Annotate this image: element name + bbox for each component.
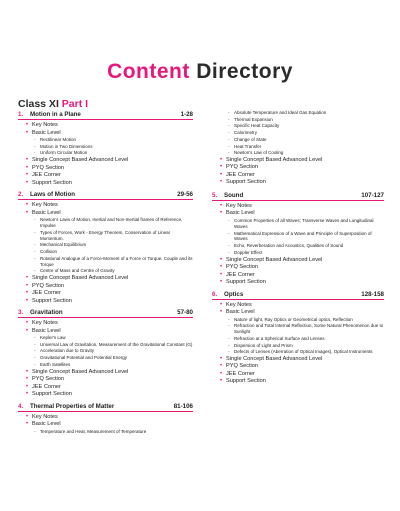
chapter-item bbox=[32, 130, 193, 157]
subtopic-item: - Rectilinear Motion bbox=[40, 137, 193, 143]
item-label: Key Notes bbox=[226, 202, 252, 209]
subtopic-list bbox=[226, 218, 384, 256]
subtopic-list bbox=[32, 335, 193, 368]
subtopic-item: - Nature of light, Ray Optics or Geometrical optics, Reflection bbox=[234, 317, 384, 323]
chapter-items bbox=[18, 414, 193, 435]
subtopic-item: - Heat Transfer bbox=[234, 144, 384, 150]
item-label: PYQ Section bbox=[32, 376, 65, 383]
chapter-items bbox=[212, 302, 384, 386]
chapter-item bbox=[32, 414, 193, 422]
chapter-item bbox=[32, 275, 193, 283]
chapter-item bbox=[226, 203, 384, 211]
chapter-items bbox=[18, 320, 193, 399]
item-label: JEE Corner bbox=[32, 290, 61, 297]
subtopic-item: - Common Properties of all Waves; Transverse Waves and Longitudinal Waves bbox=[234, 218, 384, 230]
chapter-item bbox=[32, 283, 193, 291]
chapter-number: 4. bbox=[18, 402, 24, 410]
subtopic-item: - Centre of Mass and Centre of Gravity bbox=[40, 268, 193, 274]
item-label: Single Concept Based Advanced Level bbox=[32, 275, 129, 282]
subtopic-item: - Refraction at a Spherical Surface and Lenses bbox=[234, 336, 384, 342]
chapter-item bbox=[226, 172, 384, 180]
chapter-pages: 1-28 bbox=[180, 111, 193, 118]
class-heading-part-1: Class XI bbox=[18, 98, 59, 110]
subtopic-item: - Universal Law of Gravitation, Measurement of the Gravitational Constant (G) bbox=[40, 342, 193, 348]
chapter-item bbox=[32, 157, 193, 165]
chapter-item bbox=[32, 298, 193, 306]
chapter-item bbox=[226, 356, 384, 364]
chapter-item bbox=[226, 164, 384, 172]
subtopic-list bbox=[226, 317, 384, 356]
chapter-item bbox=[32, 376, 193, 384]
chapter-heading[interactable] bbox=[18, 309, 193, 318]
item-label: Single Concept Based Advanced Level bbox=[226, 355, 323, 362]
chapter-item bbox=[32, 421, 193, 434]
chapter-heading[interactable] bbox=[18, 111, 193, 120]
item-label: Support Section bbox=[32, 179, 72, 186]
class-heading bbox=[18, 98, 88, 110]
chapter-number: 1. bbox=[18, 111, 24, 118]
item-label: Support Section bbox=[32, 391, 72, 398]
item-label: Single Concept Based Advanced Level bbox=[32, 368, 129, 375]
item-label: PYQ Section bbox=[32, 164, 65, 171]
subtopic-item: - Gravitational Potential and Potential Energy bbox=[40, 355, 193, 361]
title-part-1: Content bbox=[107, 60, 190, 83]
subtopic-item: - Refraction and Total Internal Reflection, Some Natural Phenomenon due to Sunlight bbox=[234, 323, 384, 335]
item-label: PYQ Section bbox=[226, 164, 259, 171]
subtopic-item: - Echo, Reverberation and Acoustics, Qualities of Sound bbox=[234, 243, 384, 249]
item-label: JEE Corner bbox=[226, 370, 255, 377]
item-label: PYQ Section bbox=[226, 264, 259, 271]
chapter-item bbox=[32, 172, 193, 180]
chapter-pages: 29-56 bbox=[177, 191, 193, 199]
subtopic-item: - Mathematical Expression of a Wave and Principle of Superposition of Waves bbox=[234, 231, 384, 243]
subtopic-item: - Specific Heat Capacity bbox=[234, 123, 384, 129]
chapter-item bbox=[32, 180, 193, 188]
item-label: PYQ Section bbox=[226, 363, 259, 370]
subtopic-item: - Newton's Law of Cooling bbox=[234, 150, 384, 156]
item-label: Key Notes bbox=[32, 320, 58, 327]
item-label: Key Notes bbox=[32, 202, 58, 209]
subtopic-item: - Calorimetry bbox=[234, 130, 384, 136]
chapter-item bbox=[32, 320, 193, 328]
chapter-item bbox=[226, 210, 384, 255]
chapter-item bbox=[32, 202, 193, 210]
page-title bbox=[0, 60, 400, 84]
subtopic-item: - Dispersion of Light and Prism bbox=[234, 343, 384, 349]
chapter-items bbox=[212, 203, 384, 287]
item-label: Key Notes bbox=[32, 122, 58, 128]
chapter-pages: 57-80 bbox=[177, 309, 193, 317]
item-label: Single Concept Based Advanced Level bbox=[226, 156, 323, 163]
chapter-title: Laws of Motion bbox=[30, 191, 76, 199]
subtopic-item: - Types of Forces, Work - Energy Theorem, Conservation of Linear Momentum. bbox=[40, 230, 193, 242]
chapter-item bbox=[226, 272, 384, 280]
chapter-block bbox=[212, 291, 384, 386]
chapter-item bbox=[226, 257, 384, 265]
subtopic-item: - Absolute Temperature and Ideal Gas Equation bbox=[234, 110, 384, 116]
subtopic-item: - Doppler Effect bbox=[234, 250, 384, 256]
subtopic-item: - Mechanical Equilibrium bbox=[40, 242, 193, 248]
item-label: Basic Level bbox=[226, 210, 255, 217]
subtopic-item: - Uniform Circular Motion bbox=[40, 150, 193, 156]
chapter-item bbox=[32, 369, 193, 377]
subtopic-item: - Thermal Expansion bbox=[234, 117, 384, 123]
continued-subtopics bbox=[212, 110, 384, 156]
chapter-block bbox=[18, 191, 193, 305]
subtopic-item: - Temperature and Heat, Measurement of Temperature bbox=[40, 429, 193, 435]
chapter-number: 5. bbox=[212, 191, 218, 199]
item-label: PYQ Section bbox=[32, 282, 65, 289]
item-label: Support Section bbox=[226, 378, 266, 385]
continued-items bbox=[212, 157, 384, 187]
chapter-title: Thermal Properties of Matter bbox=[30, 402, 115, 410]
subtopic-item: - Collision bbox=[40, 249, 193, 255]
chapter-item bbox=[226, 363, 384, 371]
chapter-heading[interactable] bbox=[18, 191, 193, 200]
chapter-item bbox=[226, 157, 384, 165]
right-column bbox=[212, 110, 384, 390]
chapter-item bbox=[226, 302, 384, 310]
chapter-item bbox=[32, 210, 193, 275]
item-label: Basic Level bbox=[32, 327, 61, 334]
chapter-item bbox=[32, 391, 193, 399]
title-part-2: Directory bbox=[196, 60, 293, 83]
chapter-title: Gravitation bbox=[30, 309, 63, 317]
subtopic-item: - Motion in Two Dimensions bbox=[40, 144, 193, 150]
chapter-block bbox=[18, 111, 193, 187]
chapter-title: Sound bbox=[224, 191, 244, 199]
item-label: Support Section bbox=[32, 297, 72, 304]
subtopic-item: - Change of State bbox=[234, 137, 384, 143]
chapter-item bbox=[226, 378, 384, 386]
chapter-block bbox=[18, 403, 193, 435]
chapter-item bbox=[32, 328, 193, 368]
chapter-item bbox=[32, 290, 193, 298]
chapter-item bbox=[226, 264, 384, 272]
chapter-block bbox=[18, 309, 193, 399]
subtopic-list bbox=[32, 429, 193, 435]
item-label: JEE Corner bbox=[226, 171, 255, 178]
chapter-item bbox=[32, 384, 193, 392]
chapter-number: 2. bbox=[18, 191, 24, 199]
chapter-heading[interactable] bbox=[212, 192, 384, 201]
item-label: JEE Corner bbox=[226, 271, 255, 278]
subtopic-item: - Newton's Laws of Motion, Inertial and Non-Inertial frames of Reference, Impulse bbox=[40, 217, 193, 229]
subtopic-list bbox=[32, 217, 193, 274]
chapter-block bbox=[212, 192, 384, 287]
item-label: Key Notes bbox=[226, 301, 252, 308]
chapter-title: Motion in a Plane bbox=[30, 111, 81, 118]
subtopic-item: - Acceleration due to Gravity bbox=[40, 348, 193, 354]
chapter-item bbox=[226, 371, 384, 379]
chapter-item bbox=[226, 309, 384, 355]
item-label: Basic Level bbox=[32, 129, 61, 136]
subtopic-item: - Defects of Lenses (Aberration of Optical Images), Optical Instruments bbox=[234, 349, 384, 355]
item-label: Single Concept Based Advanced Level bbox=[226, 256, 323, 263]
chapter-number: 3. bbox=[18, 309, 24, 317]
chapter-item bbox=[226, 279, 384, 287]
item-label: Basic Level bbox=[226, 309, 255, 316]
item-label: JEE Corner bbox=[32, 172, 61, 179]
chapter-pages: 128-158 bbox=[361, 290, 384, 298]
chapter-number: 6. bbox=[212, 290, 218, 298]
chapter-pages: 107-127 bbox=[361, 191, 384, 199]
subtopic-item: - Rotational Analogue of a Force-Moment of a Force or Torque, Couple and its Torque bbox=[40, 256, 193, 268]
left-column bbox=[18, 111, 193, 438]
item-label: JEE Corner bbox=[32, 383, 61, 390]
subtopic-item: - Earth Satellites bbox=[40, 362, 193, 368]
chapter-item bbox=[32, 122, 193, 130]
item-label: Support Section bbox=[226, 179, 266, 186]
chapter-pages: 81-106 bbox=[173, 402, 193, 410]
chapter-item bbox=[32, 165, 193, 173]
item-label: Support Section bbox=[226, 279, 266, 286]
subtopic-list bbox=[32, 137, 193, 156]
chapter-items bbox=[18, 122, 193, 187]
item-label: Single Concept Based Advanced Level bbox=[32, 157, 129, 164]
chapter-item bbox=[226, 179, 384, 187]
subtopic-item: - Kepler's Law bbox=[40, 335, 193, 341]
chapter-title: Optics bbox=[224, 290, 244, 298]
item-label: Basic Level bbox=[32, 421, 61, 428]
class-heading-part-2: Part I bbox=[61, 98, 89, 110]
item-label: Basic Level bbox=[32, 209, 61, 216]
chapter-heading[interactable] bbox=[212, 291, 384, 300]
item-label: Key Notes bbox=[32, 413, 58, 420]
chapter-heading[interactable] bbox=[18, 403, 193, 412]
chapter-items bbox=[18, 202, 193, 305]
